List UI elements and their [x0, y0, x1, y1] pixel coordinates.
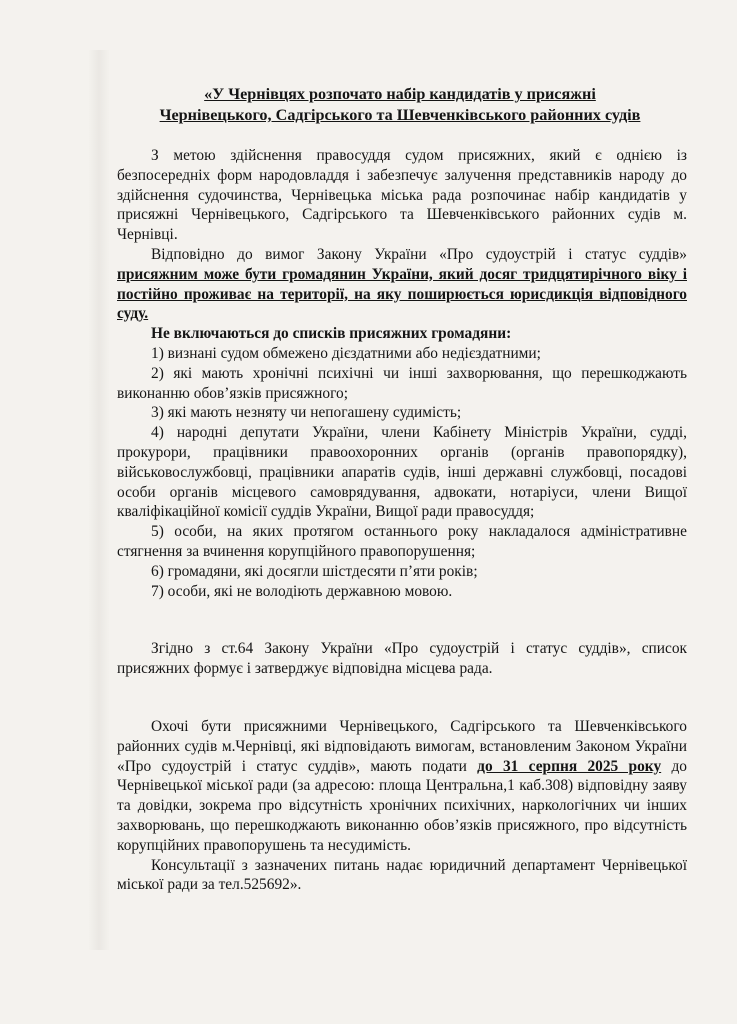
exclusion-item: 3) які мають незняту чи непогашену судимість; — [151, 404, 462, 422]
exclusion-item: 2) які мають хронічні психічні чи інші захворювання, що перешкоджають виконанню обов’язків присяжного; — [117, 364, 687, 402]
exclusions-heading: Не включаються до списків присяжних громадяни: — [151, 325, 512, 343]
law-intro-text: Відповідно до вимог Закону України «Про судоустрій і статус суддів» — [151, 245, 687, 263]
title-line-1: «У Чернівцях розпочато набір кандидатів у присяжні — [204, 85, 596, 103]
exclusions-list — [117, 344, 687, 601]
application-text-after: до Чернівецької міської ради (за адресою: площа Центральна,1 каб.308) відповідну заяву та довідки, зокрема про відсутність хронічних психічних, наркологічних чи інших захворювань, що перешкоджають виконанню обов’язків присяжного, про відсутність корупційних правопорушень та несудимість. — [117, 757, 687, 854]
exclusion-item: 1) визнані судом обмежено дієздатними або недієздатними; — [151, 344, 541, 362]
law-paragraph — [117, 245, 687, 324]
scan-bleed-through — [88, 50, 110, 950]
exclusion-item: 7) особи, які не володіють державною мовою. — [151, 582, 453, 600]
list-formation-paragraph: Згідно з ст.64 Закону України «Про судоустрій і статус суддів», список присяжних формує і затверджує відповідна місцева рада. — [117, 640, 687, 678]
application-text-before: Охочі бути присяжними Чернівецького, Садгірського та Шевченківського районних судів м.Чернівці, які відповідають вимогам, встановленим Законом України «Про судоустрій і статус суддів», мають подати — [117, 717, 687, 775]
title-line-2: Чернівецького, Садгірського та Шевченківського районних судів — [159, 106, 641, 124]
application-deadline: до 31 серпня 2025 року — [477, 757, 662, 775]
exclusion-item: 6) громадяни, які досягли шістдесяти п’яти років; — [151, 562, 478, 580]
document-title — [105, 84, 695, 126]
application-paragraph — [117, 717, 687, 856]
document-body — [117, 146, 687, 895]
consultation-paragraph: Консультації з зазначених питань надає юридичний департамент Чернівецької міської ради за тел.525692». — [117, 856, 687, 894]
intro-paragraph: З метою здійснення правосуддя судом присяжних, який є однією із безпосередніх форм народовладдя і забезпечує залучення представників народу до здійснення судочинства, Чернівецька міська рада розпочинає набір кандидатів у присяжні Чернівецького, Садгірського та Шевченківського районних судів м. Чернівці. — [117, 147, 687, 244]
law-requirement-text: присяжним може бути громадянин України, який досяг тридцятирічного віку і постійно проживає на території, на яку поширюється юрисдикція відповідного суду. — [117, 265, 687, 323]
exclusion-item: 4) народні депутати України, члени Кабінету Міністрів України, судді, прокурори, працівники правоохоронних органів (органів правопорядку), військовослужбовці, працівники апаратів судів, інші державні службовці, посадові особи органів місцевого самоврядування, адвокати, нотаріуси, члени Вищої кваліфікаційної комісії суддів України, Вищої ради правосуддя; — [117, 424, 687, 521]
exclusion-item: 5) особи, на яких протягом останнього року накладалося адміністративне стягнення за вчинення корупційного правопорушення; — [117, 523, 687, 560]
